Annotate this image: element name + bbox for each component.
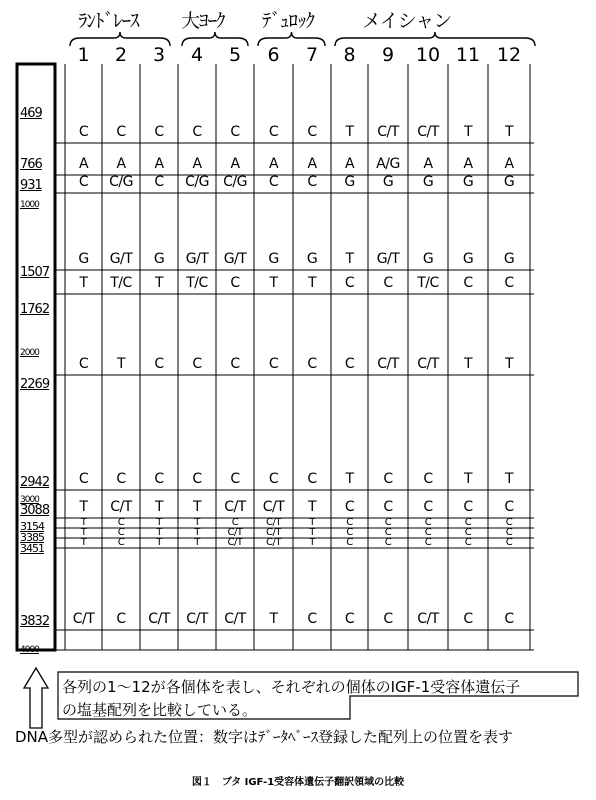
genotype-cell: C bbox=[346, 517, 353, 528]
genotype-cell: T/C bbox=[417, 275, 439, 291]
genotype-cell: T bbox=[80, 537, 87, 548]
genotype-cell: C bbox=[463, 611, 473, 627]
genotype-cell: T bbox=[504, 471, 514, 487]
genotype-cell: C bbox=[116, 611, 126, 627]
genotype-cell: C bbox=[505, 527, 513, 538]
genotype-cell: T bbox=[345, 251, 354, 267]
column-number: 6 bbox=[267, 44, 280, 66]
genotype-cell: A bbox=[344, 156, 355, 172]
genotype-cell: C bbox=[78, 174, 89, 190]
genotype-cell: G/T bbox=[109, 251, 133, 267]
genotype-cell: T bbox=[116, 356, 126, 372]
genotype-cell: C bbox=[116, 471, 126, 487]
genotype-cell: C bbox=[383, 275, 393, 291]
genotype-cell: T bbox=[156, 527, 162, 538]
genotype-cell: A bbox=[268, 156, 279, 172]
genotype-cell: C/T bbox=[186, 611, 208, 627]
column-number: 5 bbox=[228, 44, 242, 66]
genotype-cell: C/T bbox=[266, 517, 281, 528]
genotype-cell: C/T bbox=[417, 611, 439, 627]
genotype-cell: G bbox=[268, 251, 279, 267]
column-number: 4 bbox=[190, 44, 204, 66]
genotype-cell: C bbox=[424, 517, 432, 528]
genotype-cell: C bbox=[504, 499, 514, 515]
genotype-cell: C bbox=[78, 356, 89, 372]
position-caption: DNA多型が認められた位置：数字はﾃﾞｰﾀﾍﾞｰｽ登録した配列上の位置を表す bbox=[15, 728, 514, 746]
genotype-cell: C/G bbox=[223, 174, 247, 190]
column-number: 12 bbox=[496, 44, 522, 66]
column-number: 8 bbox=[343, 44, 356, 66]
genotype-cell: C bbox=[268, 471, 279, 487]
genotype-cell: T bbox=[79, 499, 88, 515]
genotype-cell: T bbox=[154, 499, 164, 515]
genotype-cell: C bbox=[154, 124, 164, 140]
genotype-cell: A/G bbox=[376, 156, 400, 172]
scale-mark: 3000 bbox=[20, 495, 39, 505]
genotype-cell: T bbox=[156, 537, 162, 548]
genotype-cell: T/C bbox=[110, 275, 132, 291]
genotype-cell: C/T bbox=[377, 124, 399, 140]
genotype-cell: G bbox=[503, 174, 515, 190]
genotype-cell: T bbox=[463, 124, 473, 140]
genotype-cell: C bbox=[464, 537, 472, 548]
genotype-cell: C bbox=[307, 356, 317, 372]
genotype-cell: C bbox=[505, 517, 513, 528]
genotype-cell: G/T bbox=[185, 251, 209, 267]
genotype-cell: C/T bbox=[227, 537, 243, 548]
genotype-cell: C bbox=[463, 499, 473, 515]
genotype-cell: C/T bbox=[417, 124, 439, 140]
genotype-cell: G/T bbox=[376, 251, 400, 267]
genotype-cell: G bbox=[503, 251, 515, 267]
position-label: 3385 bbox=[20, 531, 44, 544]
genotype-cell: T bbox=[156, 517, 162, 528]
position-label: 2942 bbox=[20, 475, 50, 490]
genotype-cell: A bbox=[78, 156, 89, 172]
genotype-cell: C bbox=[424, 527, 432, 538]
genotype-cell: C bbox=[423, 499, 433, 515]
genotype-cell: G bbox=[306, 251, 318, 267]
genotype-cell: G/T bbox=[223, 251, 247, 267]
breed-label: ﾃﾞｭﾛｯｸ bbox=[262, 10, 315, 32]
genotype-cell: C bbox=[384, 527, 392, 538]
genotype-cell: G bbox=[382, 174, 394, 190]
genotype-cell: C bbox=[424, 537, 432, 548]
genotype-cell: C/G bbox=[185, 174, 209, 190]
genotype-cell: A bbox=[463, 156, 473, 172]
genotype-cell: T bbox=[345, 471, 354, 487]
genotype-cell: G bbox=[344, 174, 355, 190]
genotype-cell: A bbox=[504, 156, 514, 172]
genotype-cell: C bbox=[268, 174, 279, 190]
genotype-cell: T bbox=[463, 471, 473, 487]
genotype-cell: C bbox=[464, 517, 472, 528]
genotype-cell: C/T bbox=[266, 527, 281, 538]
genotype-cell: C bbox=[307, 471, 317, 487]
genotype-cell: G bbox=[462, 251, 474, 267]
position-label: 3154 bbox=[20, 520, 44, 533]
genotype-cell: T bbox=[309, 517, 315, 528]
position-label: 1507 bbox=[20, 265, 50, 280]
genotype-cell: C bbox=[78, 471, 89, 487]
position-label: 3088 bbox=[20, 503, 50, 518]
genotype-cell: T/C bbox=[186, 275, 208, 291]
genotype-cell: C bbox=[344, 275, 355, 291]
genotype-cell: C bbox=[154, 471, 164, 487]
genotype-cell: G bbox=[422, 251, 434, 267]
genotype-cell: C bbox=[192, 471, 202, 487]
genotype-cell: T bbox=[463, 356, 473, 372]
genotype-cell: T bbox=[79, 275, 88, 291]
genotype-cell: C bbox=[230, 471, 240, 487]
genotype-cell: C bbox=[504, 275, 514, 291]
position-label: 3832 bbox=[20, 614, 50, 629]
column-number: 2 bbox=[114, 44, 128, 66]
note-line-2: の塩基配列を比較している。 bbox=[62, 701, 258, 719]
genotype-cell: C bbox=[307, 124, 317, 140]
genotype-cell: T bbox=[269, 275, 278, 291]
genotype-cell: T bbox=[194, 527, 200, 538]
genotype-cell: T bbox=[345, 124, 354, 140]
genotype-cell: C bbox=[154, 356, 164, 372]
genotype-cell: C bbox=[344, 611, 355, 627]
genotype-cell: A bbox=[307, 156, 317, 172]
genotype-cell: C bbox=[504, 611, 514, 627]
genotype-cell: T bbox=[194, 537, 200, 548]
genotype-cell: T bbox=[80, 527, 87, 538]
genotype-cell: C bbox=[463, 275, 473, 291]
genotype-cell: C/G bbox=[109, 174, 133, 190]
genotype-cell: T bbox=[154, 275, 164, 291]
genotype-cell: A bbox=[154, 156, 164, 172]
column-number: 11 bbox=[455, 44, 481, 66]
note-line-1: 各列の1～12が各個体を表し、それぞれの個体のIGF-1受容体遺伝子 bbox=[62, 678, 521, 696]
genotype-cell: C/T bbox=[72, 611, 95, 627]
up-arrow-icon bbox=[24, 668, 48, 728]
genotype-cell: C bbox=[505, 537, 513, 548]
position-label: 2269 bbox=[20, 377, 50, 392]
genotype-cell: G bbox=[462, 174, 474, 190]
breed-label: ﾗﾝﾄﾞﾚｰｽ bbox=[78, 10, 139, 32]
genotype-cell: T bbox=[504, 356, 514, 372]
genotype-cell: C bbox=[230, 124, 240, 140]
genotype-cell: C bbox=[464, 527, 472, 538]
genotype-cell: G bbox=[78, 251, 89, 267]
genotype-cell: C bbox=[384, 517, 392, 528]
genotype-cell: C bbox=[154, 174, 164, 190]
genotype-cell: C bbox=[230, 356, 240, 372]
genotype-cell: C bbox=[383, 499, 393, 515]
genotype-cell: C/T bbox=[110, 499, 132, 515]
genotype-cell: C bbox=[344, 356, 355, 372]
genotype-cell: C bbox=[78, 124, 89, 140]
genotype-cell: C/T bbox=[224, 611, 246, 627]
genotype-cell: C bbox=[116, 124, 126, 140]
scale-mark: 1000 bbox=[20, 200, 39, 210]
genotype-cell: T bbox=[269, 611, 278, 627]
genotype-cell: C bbox=[307, 174, 317, 190]
genotype-cell: C bbox=[230, 275, 240, 291]
genotype-cell: C bbox=[423, 471, 433, 487]
column-number: 9 bbox=[381, 44, 395, 66]
genotype-cell: C bbox=[231, 517, 239, 528]
genotype-cell: A bbox=[230, 156, 240, 172]
column-number: 10 bbox=[415, 44, 441, 66]
genotype-cell: C bbox=[384, 537, 392, 548]
genotype-cell: T bbox=[309, 527, 315, 538]
genotype-cell: C/T bbox=[148, 611, 170, 627]
genotype-cell: C bbox=[268, 356, 279, 372]
figure-title: 図１ ブタ IGF-1受容体遺伝子翻訳領域の比較 bbox=[191, 777, 405, 788]
position-label: 3451 bbox=[20, 542, 44, 555]
genotype-cell: T bbox=[309, 537, 315, 548]
position-label: 931 bbox=[20, 178, 42, 193]
genotype-cell: C bbox=[383, 471, 393, 487]
genotype-cell: T bbox=[504, 124, 514, 140]
genotype-cell: C bbox=[307, 611, 317, 627]
genotype-cell: C/T bbox=[266, 537, 281, 548]
genotype-cell: A bbox=[423, 156, 433, 172]
genotype-cell: A bbox=[192, 156, 202, 172]
scale-mark: 2000 bbox=[20, 348, 39, 358]
genotype-cell: C bbox=[192, 124, 202, 140]
genotype-cell: T bbox=[307, 275, 317, 291]
genotype-cell: C bbox=[268, 124, 279, 140]
genotype-cell: C bbox=[192, 356, 202, 372]
genotype-cell: C/T bbox=[417, 356, 439, 372]
genotype-cell: C bbox=[346, 537, 353, 548]
genotype-cell: C/T bbox=[377, 356, 399, 372]
genotype-cell: C bbox=[117, 537, 125, 548]
column-number: 7 bbox=[305, 44, 319, 66]
genotype-cell: C/T bbox=[224, 499, 246, 515]
genotype-cell: G bbox=[422, 174, 434, 190]
genotype-cell: T bbox=[80, 517, 87, 528]
genotype-cell: C bbox=[117, 517, 125, 528]
genotype-cell: A bbox=[116, 156, 126, 172]
genotype-cell: G bbox=[153, 251, 165, 267]
genotype-cell: T bbox=[194, 517, 200, 528]
genotype-cell: C bbox=[117, 527, 125, 538]
genotype-cell: C/T bbox=[262, 499, 285, 515]
genotype-cell: C bbox=[383, 611, 393, 627]
genotype-cell: C bbox=[344, 499, 355, 515]
column-number: 3 bbox=[152, 44, 166, 66]
breed-label: メイシャン bbox=[362, 10, 452, 32]
genotype-cell: T bbox=[192, 499, 202, 515]
position-label: 469 bbox=[20, 106, 42, 121]
genotype-cell: C bbox=[346, 527, 353, 538]
position-label: 1762 bbox=[20, 302, 50, 317]
scale-mark: 4000 bbox=[20, 645, 39, 655]
genotype-cell: C/T bbox=[227, 527, 243, 538]
genotype-cell: T bbox=[307, 499, 317, 515]
column-number: 1 bbox=[77, 44, 90, 66]
breed-label: 大ﾖｰｸ bbox=[181, 10, 225, 32]
position-label: 766 bbox=[20, 157, 42, 172]
